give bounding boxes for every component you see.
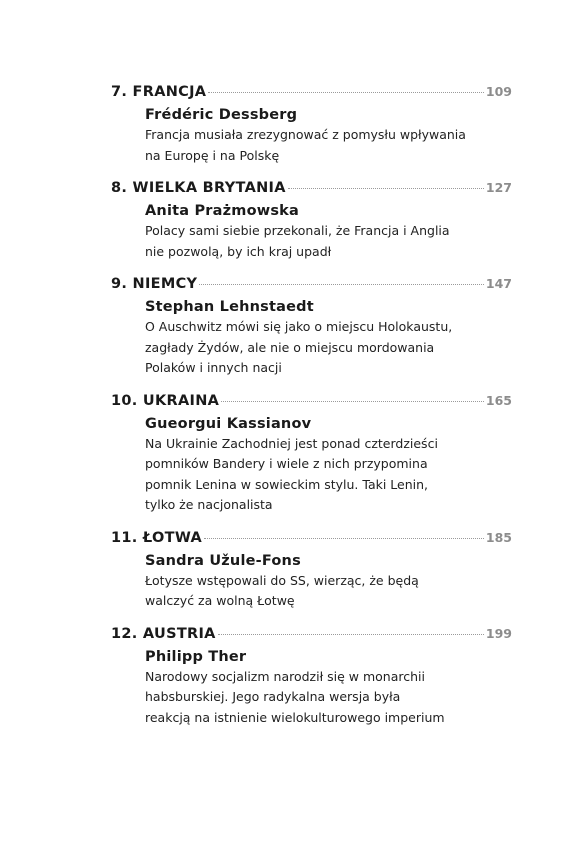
page-number: 199 bbox=[485, 625, 512, 641]
quote-line: Polacy sami siebie przekonali, że Francja i Anglia bbox=[145, 223, 450, 238]
chapter-title: 12. AUSTRIA bbox=[111, 625, 216, 642]
quote-line: habsburskiej. Jego radykalna wersja była bbox=[145, 689, 401, 704]
author-name: Gueorgui Kassianov bbox=[145, 415, 312, 432]
chapter-quote bbox=[145, 571, 512, 612]
author-name: Anita Prażmowska bbox=[145, 203, 300, 219]
quote-line: Francja musiała zrezygnować z pomysłu wpływania bbox=[145, 127, 466, 142]
chapter-heading bbox=[111, 84, 512, 105]
toc-entry-wielka-brytania bbox=[111, 180, 512, 262]
toc-entry-niemcy bbox=[111, 276, 512, 379]
quote-line: Narodowy socjalizm narodził się w monarchii bbox=[145, 668, 425, 684]
chapter-quote bbox=[145, 667, 512, 729]
quote-line: nie pozwolą, by ich kraj upadł bbox=[145, 243, 332, 259]
chapter-title: 9. NIEMCY bbox=[111, 276, 198, 292]
author-name: Stephan Lehnstaedt bbox=[145, 299, 314, 315]
chapter-quote bbox=[145, 125, 512, 166]
chapter-title: 8. WIELKA BRYTANIA bbox=[111, 180, 286, 196]
dot-leader bbox=[221, 401, 484, 402]
chapter-heading bbox=[111, 276, 512, 297]
author-name: Sandra Užule-Fons bbox=[145, 552, 301, 569]
quote-line: tylko że nacjonalista bbox=[145, 497, 273, 512]
dot-leader bbox=[199, 284, 484, 285]
quote-line: reakcją na istnienie wielokulturowego imperium bbox=[145, 709, 445, 725]
dot-leader bbox=[208, 92, 484, 93]
quote-line: pomników Bandery i wiele z nich przypomina bbox=[145, 456, 428, 471]
quote-line: walczyć za wolną Łotwę bbox=[145, 593, 295, 608]
quote-line: Na Ukrainie Zachodniej jest ponad czterdzieści bbox=[145, 435, 438, 451]
page-number: 165 bbox=[485, 392, 512, 408]
dot-leader bbox=[288, 188, 484, 189]
toc-entry-francja bbox=[111, 84, 512, 166]
table-of-contents bbox=[111, 84, 512, 742]
chapter-quote bbox=[145, 221, 512, 262]
author-name: Frédéric Dessberg bbox=[145, 107, 298, 123]
chapter-heading bbox=[111, 530, 512, 551]
page-number: 147 bbox=[485, 276, 512, 291]
chapter-title: 11. ŁOTWA bbox=[111, 529, 203, 546]
chapter-heading bbox=[111, 393, 512, 414]
chapter-heading bbox=[111, 626, 512, 647]
toc-entry-austria bbox=[111, 626, 512, 729]
chapter-quote bbox=[145, 317, 512, 379]
page-number: 109 bbox=[485, 84, 512, 99]
chapter-quote bbox=[145, 434, 512, 516]
chapter-title: 7. FRANCJA bbox=[111, 84, 207, 100]
quote-line: O Auschwitz mówi się jako o miejscu Holokaustu, bbox=[145, 319, 453, 334]
author-name: Philipp Ther bbox=[145, 648, 247, 665]
toc-entry-lotwa bbox=[111, 530, 512, 612]
quote-line: pomnik Lenina w sowieckim stylu. Taki Lenin, bbox=[145, 476, 429, 492]
quote-line: zagłady Żydów, ale nie o miejscu mordowania bbox=[145, 339, 435, 355]
chapter-heading bbox=[111, 180, 512, 201]
dot-leader bbox=[204, 538, 484, 539]
chapter-title: 10. UKRAINA bbox=[111, 392, 220, 409]
quote-line: Łotysze wstępowali do SS, wierząc, że będą bbox=[145, 572, 419, 588]
toc-entry-ukraina bbox=[111, 393, 512, 516]
quote-line: Polaków i innych nacji bbox=[145, 360, 282, 375]
page-number: 127 bbox=[485, 180, 512, 195]
dot-leader bbox=[218, 634, 484, 635]
quote-line: na Europę i na Polskę bbox=[145, 147, 280, 163]
page-number: 185 bbox=[485, 529, 512, 545]
